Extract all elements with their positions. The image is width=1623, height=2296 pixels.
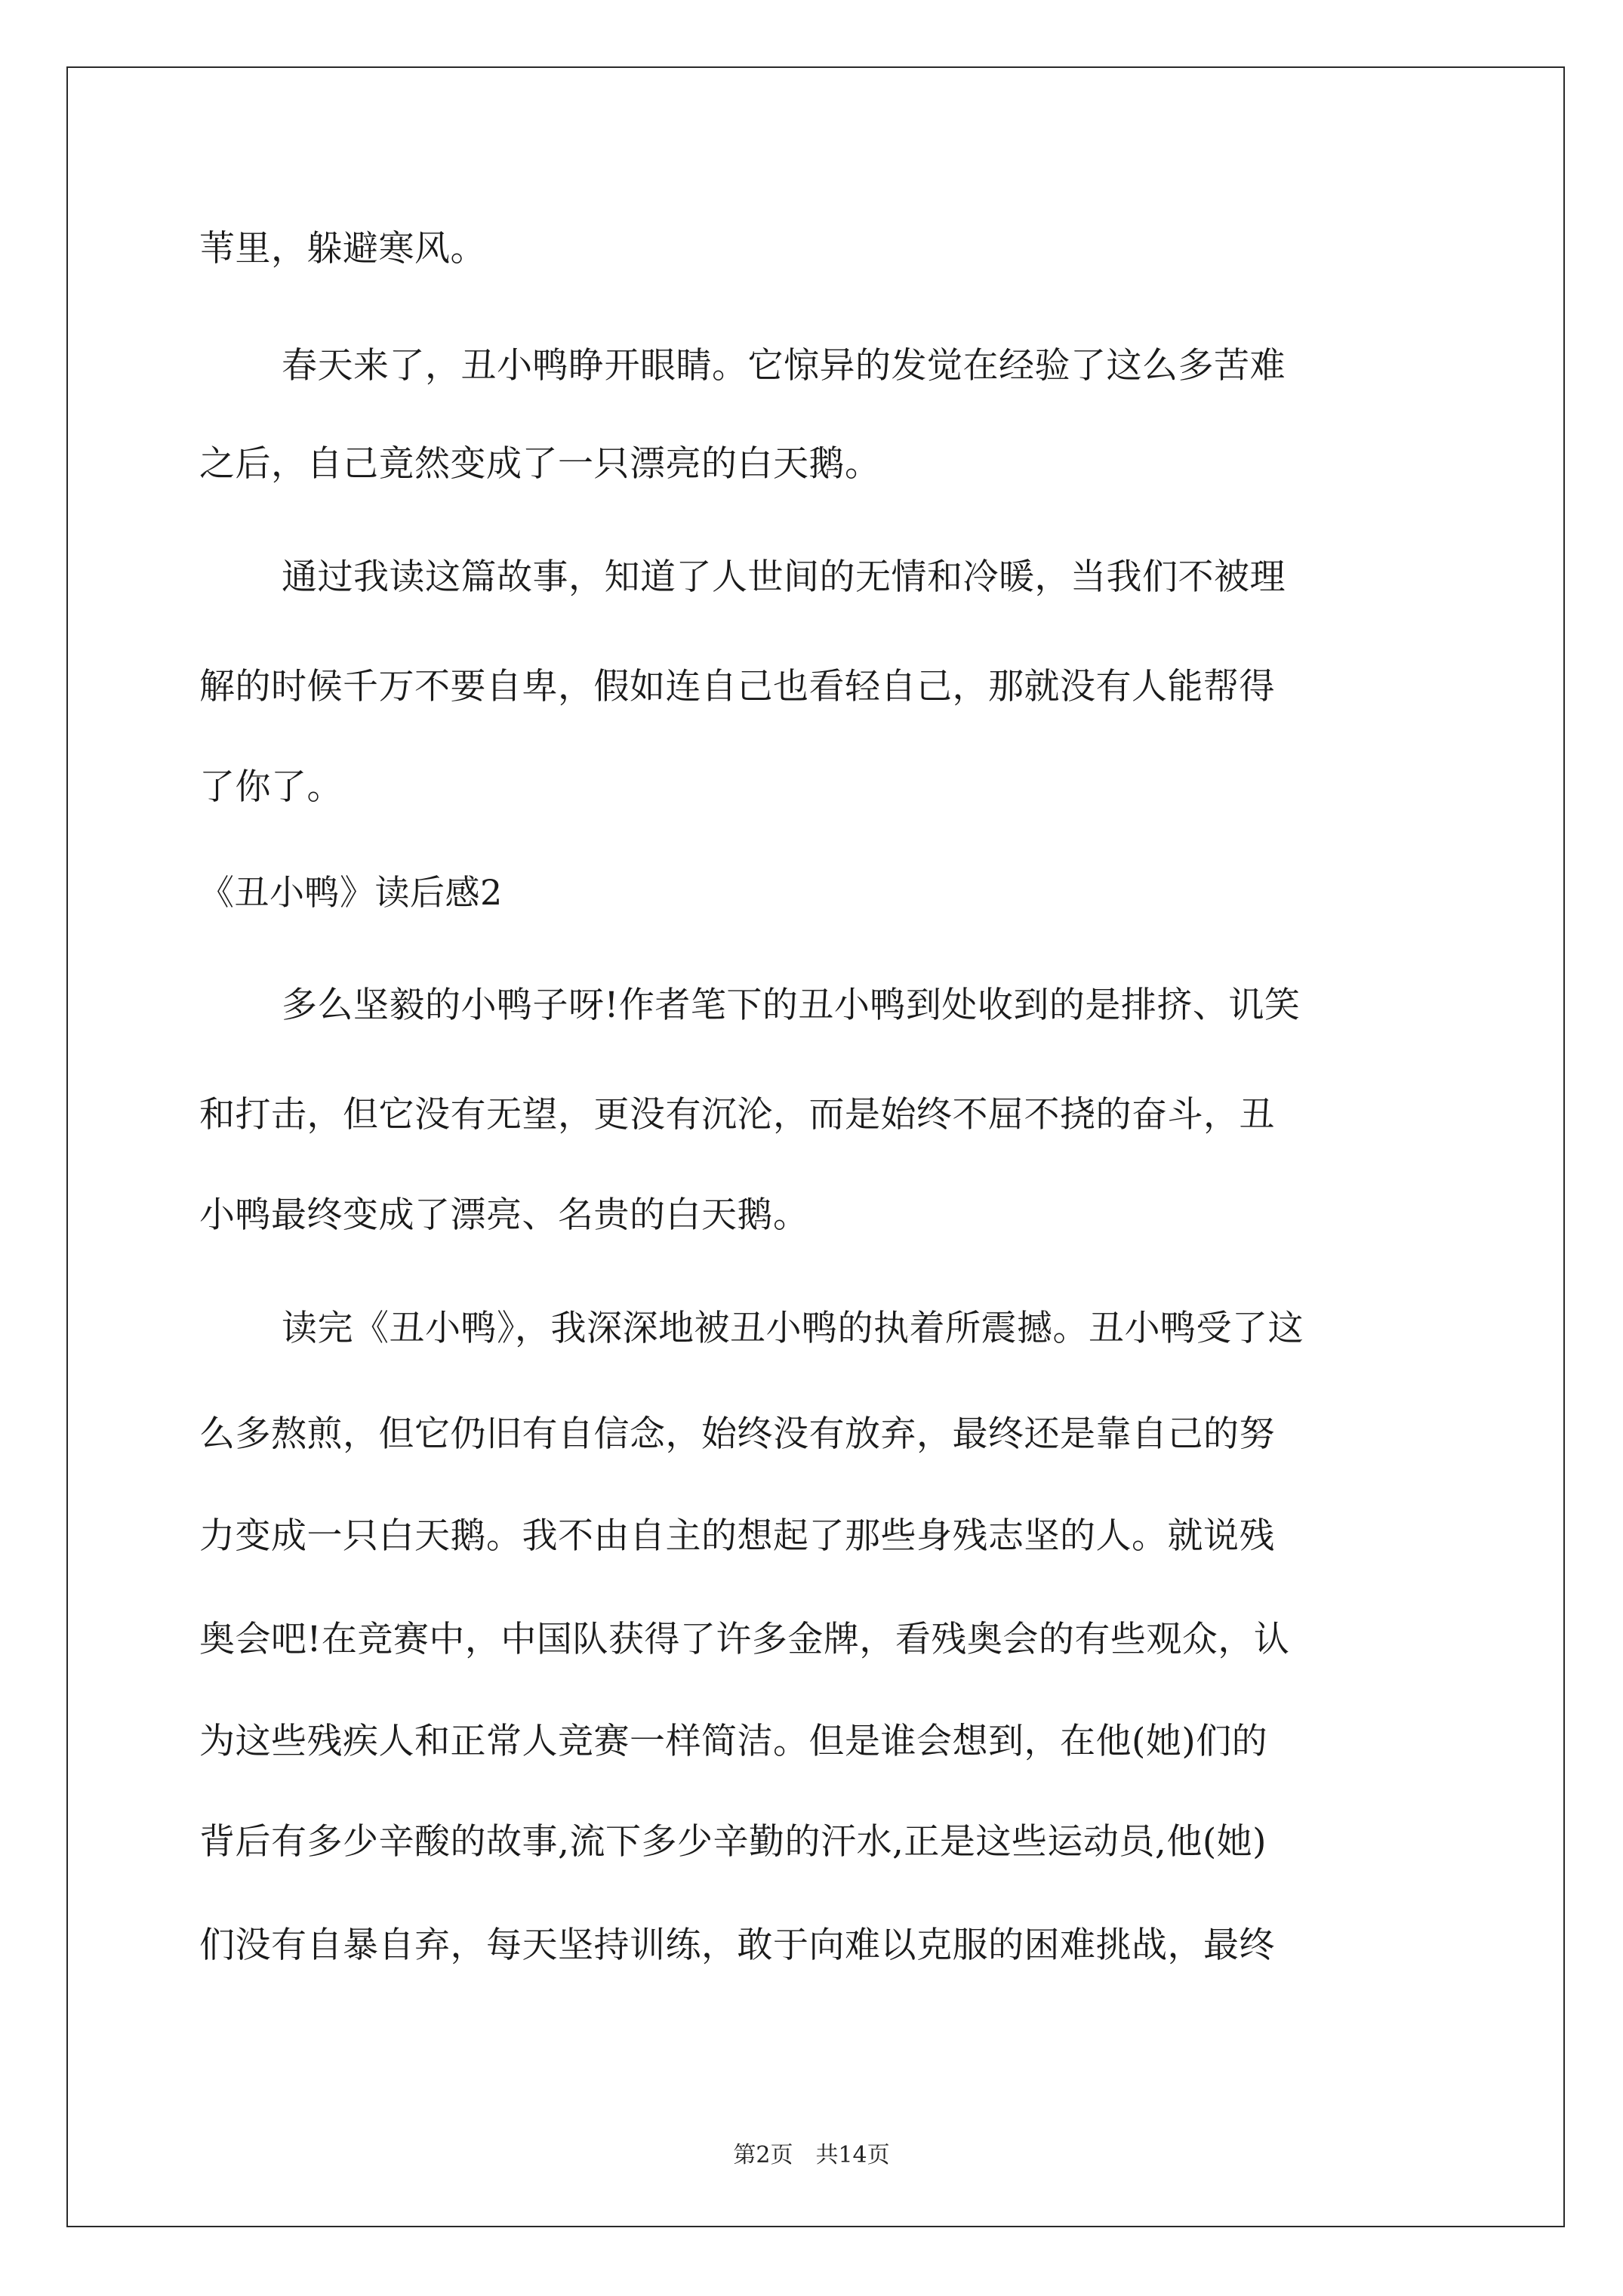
text-line: 小鸭最终变成了漂亮、名贵的白天鹅。 <box>199 1194 809 1236</box>
text-line: 力变成一只白天鹅。我不由自主的想起了那些身残志坚的人。就说残 <box>199 1515 1275 1557</box>
text-line: 奥会吧!在竞赛中，中国队获得了许多金牌，看残奥会的有些观众，认 <box>199 1619 1290 1660</box>
text-line: 们没有自暴自弃，每天坚持训练，敢于向难以克服的困难挑战，最终 <box>199 1925 1275 1966</box>
text-line: 春天来了，丑小鸭睁开眼睛。它惊异的发觉在经验了这么多苦难 <box>282 345 1286 387</box>
page-border <box>66 66 1565 2227</box>
page-number-footer: 第2页 共14页 <box>733 2142 890 2168</box>
section-heading: 《丑小鸭》读后感2 <box>199 872 503 913</box>
text-line: 解的时候千万不要自卑，假如连自己也看轻自己，那就没有人能帮得 <box>199 666 1275 707</box>
text-line: 为这些残疾人和正常人竞赛一样简洁。但是谁会想到，在他(她)们的 <box>199 1721 1268 1762</box>
text-line: 么多熬煎，但它仍旧有自信念，始终没有放弃，最终还是靠自己的努 <box>199 1413 1275 1455</box>
text-line: 之后，自己竟然变成了一只漂亮的白天鹅。 <box>199 443 881 485</box>
text-line: 读完《丑小鸭》，我深深地被丑小鸭的执着所震撼。丑小鸭受了这 <box>282 1308 1304 1349</box>
text-line: 苇里，躲避寒风。 <box>199 228 486 270</box>
text-line: 了你了。 <box>199 766 343 808</box>
text-line: 通过我读这篇故事，知道了人世间的无情和冷暖，当我们不被理 <box>282 556 1286 598</box>
text-line: 背后有多少辛酸的故事,流下多少辛勤的汗水,正是这些运动员,他(她) <box>199 1821 1267 1863</box>
text-line: 多么坚毅的小鸭子呀!作者笔下的丑小鸭到处收到的是排挤、讥笑 <box>282 985 1301 1026</box>
text-line: 和打击，但它没有无望，更没有沉沦，而是始终不屈不挠的奋斗，丑 <box>199 1094 1275 1136</box>
